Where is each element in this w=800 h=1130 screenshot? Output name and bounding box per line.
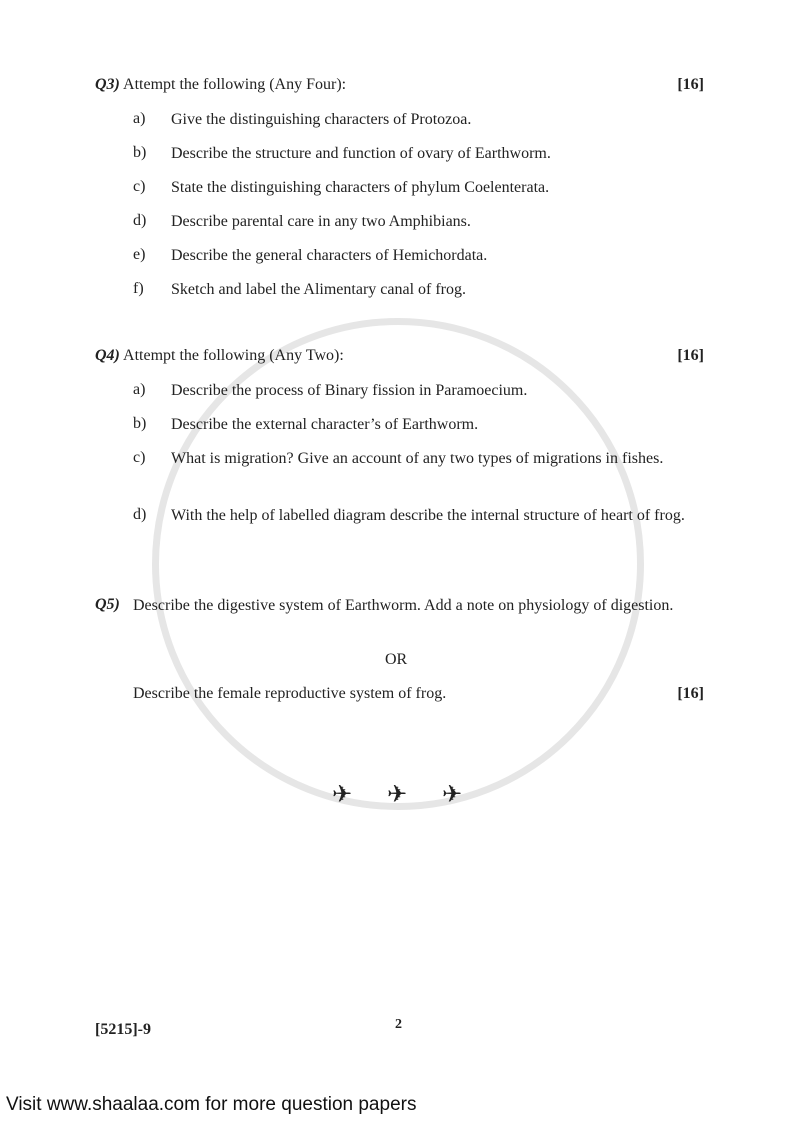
q3b-text: Describe the structure and function of ovary of Earthworm. bbox=[171, 145, 551, 162]
q4-number: Q4) bbox=[95, 347, 120, 364]
end-plane-icon: ✈ bbox=[332, 782, 353, 808]
q5-alternative: Describe the female reproductive system of frog. bbox=[133, 685, 447, 702]
q3b-label: b) bbox=[133, 144, 147, 161]
footer-link[interactable]: Visit www.shaalaa.com for more question papers bbox=[6, 1094, 417, 1115]
q4-title: Attempt the following (Any Two): bbox=[123, 347, 344, 364]
q3e-text: Describe the general characters of Hemichordata. bbox=[171, 247, 488, 264]
q3c-text: State the distinguishing characters of phylum Coelenterata. bbox=[171, 179, 550, 196]
q4b-text: Describe the external character’s of Earthworm. bbox=[171, 416, 479, 433]
q3-heading bbox=[95, 76, 346, 94]
q4c-label: c) bbox=[133, 449, 146, 466]
q4c-text: What is migration? Give an account of any two types of migrations in fishes. bbox=[171, 450, 664, 467]
q4-heading bbox=[95, 347, 344, 365]
q5-text: Describe the digestive system of Earthworm. Add a note on physiology of digestion. bbox=[133, 597, 674, 614]
q5-number-text: Q5) bbox=[95, 596, 120, 613]
q3d-text: Describe parental care in any two Amphibians. bbox=[171, 213, 471, 230]
end-plane-icon: ✈ bbox=[442, 782, 463, 808]
q4a-text: Describe the process of Binary fission in Paramoecium. bbox=[171, 382, 528, 399]
or-label: OR bbox=[385, 651, 408, 668]
q3a-label: a) bbox=[133, 110, 146, 127]
q3f-label: f) bbox=[133, 280, 144, 297]
end-plane-icon: ✈ bbox=[387, 782, 408, 808]
q4d-text: With the help of labelled diagram describe the internal structure of heart of frog. bbox=[171, 507, 685, 524]
q3f-text: Sketch and label the Alimentary canal of frog. bbox=[171, 281, 467, 298]
page-number: 2 bbox=[395, 1017, 402, 1032]
q5-number bbox=[95, 596, 120, 614]
q3-number: Q3) bbox=[95, 76, 120, 93]
q4b-label: b) bbox=[133, 415, 147, 432]
q3-marks: [16] bbox=[677, 76, 704, 93]
q3d-label: d) bbox=[133, 212, 147, 229]
q4d-label: d) bbox=[133, 506, 147, 523]
q4a-label: a) bbox=[133, 381, 146, 398]
q5-marks: [16] bbox=[677, 685, 704, 702]
q4-marks: [16] bbox=[677, 347, 704, 364]
q3e-label: e) bbox=[133, 246, 146, 263]
q3c-label: c) bbox=[133, 178, 146, 195]
paper-code: [5215]-9 bbox=[95, 1021, 151, 1038]
q3a-text: Give the distinguishing characters of Protozoa. bbox=[171, 111, 472, 128]
q3-title: Attempt the following (Any Four): bbox=[123, 76, 347, 93]
